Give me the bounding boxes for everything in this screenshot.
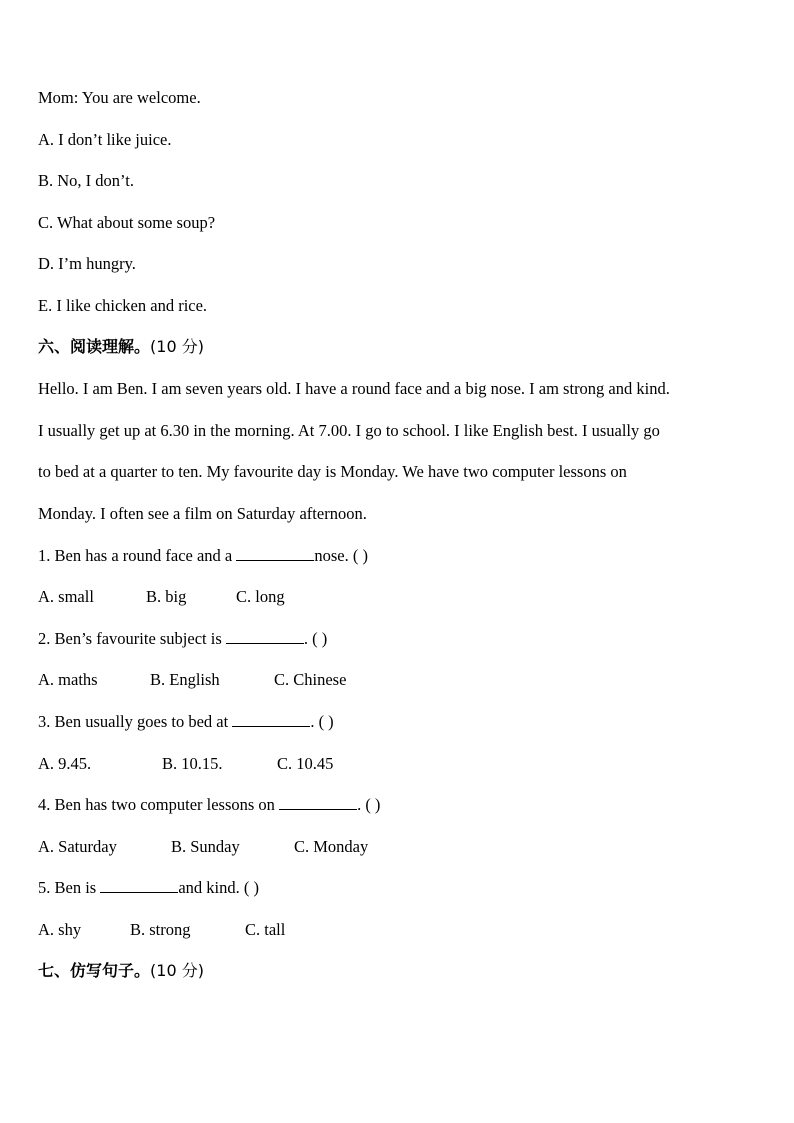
dialogue-option-a: A. I don’t like juice. [38,130,172,149]
answer-blank[interactable] [236,546,314,561]
answer-blank[interactable] [226,629,304,644]
question-1-tail: nose. ( ) [314,546,368,565]
question-2-text: 2. Ben’s favourite subject is [38,629,226,648]
question-2-tail: . ( ) [303,629,328,648]
dialogue-option-c: C. What about some soup? [38,213,216,232]
passage-line-4: Monday. I often see a film on Saturday afternoon. [38,504,367,523]
question-3-tail: . ( ) [310,712,334,731]
question-4 [38,795,380,815]
option-c: C. long [236,587,285,606]
option-b: B. 10.15. [162,754,223,773]
option-a: A. 9.45. [38,754,92,773]
answer-blank[interactable] [279,795,357,810]
section-7-title: 七、仿写句子。 [38,961,151,980]
option-b: B. strong [130,920,191,939]
dialogue-option-d: D. I’m hungry. [38,254,136,273]
dialogue-option-e: E. I like chicken and rice. [38,296,208,315]
dialogue-option-b: B. No, I don’t. [38,171,134,190]
passage-line-1: Hello. I am Ben. I am seven years old. I have a round face and a big nose. I am strong and kind. [38,379,670,398]
section-7-score: (10 分) [150,961,204,980]
question-2-options [38,670,738,690]
question-1-text: 1. Ben has a round face and a [38,546,237,565]
question-5-options [38,920,738,940]
option-b: B. Sunday [171,837,240,856]
option-c: C. Chinese [274,670,347,689]
dialogue-mom-line: Mom: You are welcome. [38,88,201,107]
option-b: B. English [150,670,220,689]
section-6-score: (10 分) [150,337,204,356]
question-5-text: 5. Ben is [38,878,101,897]
option-b: B. big [146,587,187,606]
question-4-options [38,837,738,857]
option-a: A. small [38,587,94,606]
option-a: A. shy [38,920,82,939]
question-4-text: 4. Ben has two computer lessons on [38,795,280,814]
section-7-heading [38,961,204,981]
question-1-options [38,587,738,607]
answer-blank[interactable] [232,712,310,727]
passage-line-2: I usually get up at 6.30 in the morning. At 7.00. I go to school. I like English best. I usually go [38,421,660,440]
option-c: C. tall [245,920,286,939]
option-c: C. 10.45 [277,754,334,773]
question-3-text: 3. Ben usually goes to bed at [38,712,233,731]
option-c: C. Monday [294,837,369,856]
section-6-heading [38,337,204,357]
question-5-tail: and kind. ( ) [178,878,259,897]
section-6-title: 六、阅读理解。 [38,337,151,356]
option-a: A. Saturday [38,837,117,856]
answer-blank[interactable] [100,878,178,893]
question-2 [38,629,327,649]
question-3-options [38,754,738,774]
question-3 [38,712,334,732]
question-5 [38,878,259,898]
question-1 [38,546,368,566]
option-a: A. maths [38,670,98,689]
question-4-tail: . ( ) [357,795,381,814]
passage-line-3: to bed at a quarter to ten. My favourite day is Monday. We have two computer lessons on [38,462,627,481]
